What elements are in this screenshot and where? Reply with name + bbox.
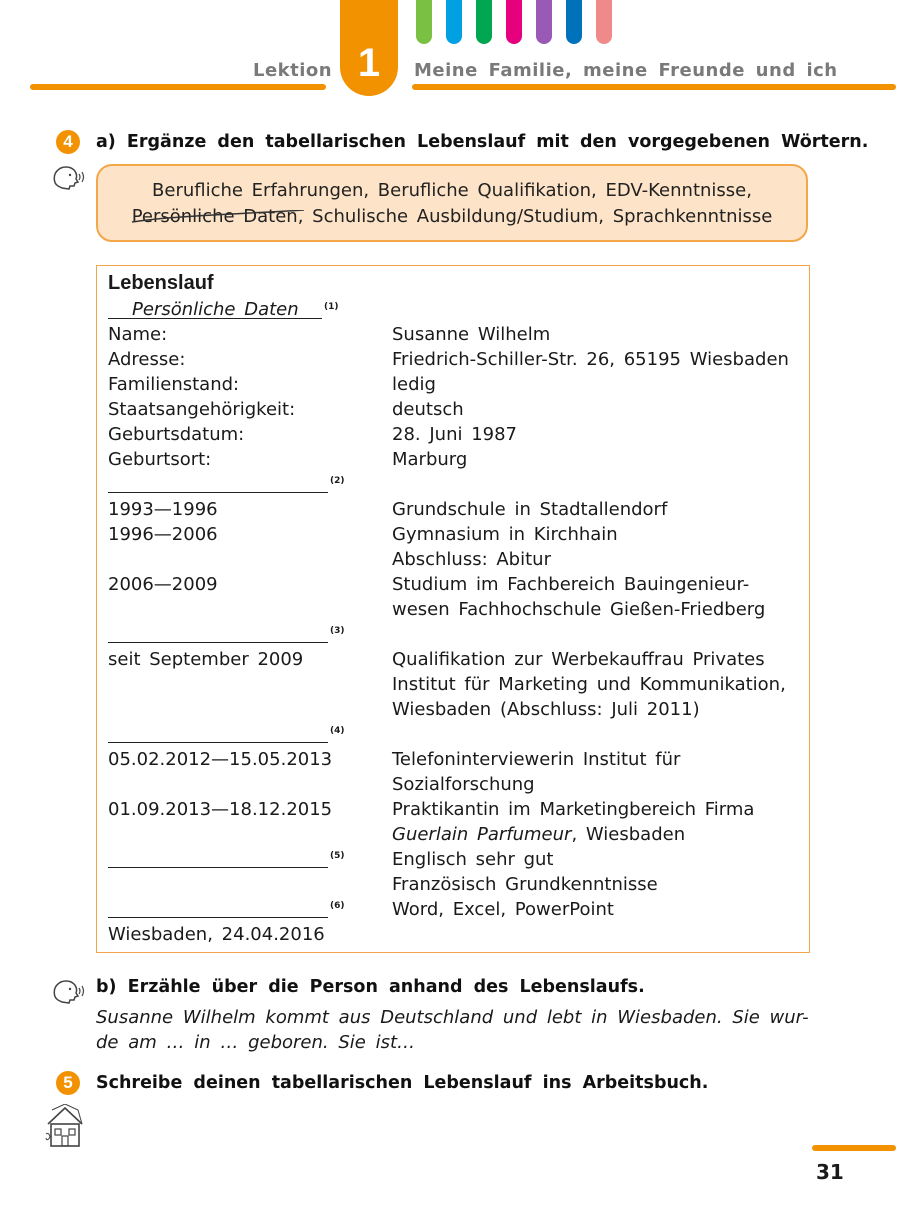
blank-5 [108,867,328,868]
label-geburtsdatum: Geburtsdatum: [108,424,245,445]
task-4b-text-line2: de am … in … geboren. Sie ist… [96,1032,416,1053]
task-4b-title: b) Erzähle über die Person anhand des Lebenslaufs. [96,977,645,997]
task-4b-text-line1: Susanne Wilhelm kommt aus Deutschland und lebt in Wiesbaden. Sie wur- [96,1007,809,1028]
task-4-number: 4 [56,130,80,154]
edv-text: Word, Excel, PowerPoint [392,899,614,920]
cv-title: Lebenslauf [108,272,214,294]
blank-2 [108,492,328,493]
school-date-2: 1996—2006 [108,524,218,545]
color-bar-pink [596,0,612,44]
lektion-label: Lektion [253,60,333,81]
label-familienstand: Familienstand: [108,374,240,395]
color-bar-blue [446,0,462,44]
label-staatsangehoerigkeit: Staatsangehörigkeit: [108,399,296,420]
lesson-number-tab: 1 [340,0,398,96]
languages-text-a: Englisch sehr gut [392,849,554,870]
place-date: Wiesbaden, 24.04.2016 [108,924,325,945]
school-date-1: 1993—1996 [108,499,218,520]
page-number: 31 [816,1160,844,1184]
speaking-head-icon [50,978,86,1006]
footnote-3: (3) [330,626,345,636]
footer-rule [812,1145,896,1151]
experience-text-1b: Sozialforschung [392,774,535,795]
school-text-2b: Abschluss: Abitur [392,549,551,570]
school-text-2a: Gymnasium in Kirchhain [392,524,618,545]
value-name: Susanne Wilhelm [392,324,551,345]
footnote-4: (4) [330,726,345,736]
task-4a-title: a) Ergänze den tabellarischen Lebenslauf mit den vorgegebenen Wörtern. [96,132,869,152]
school-text-1: Grundschule in Stadtallendorf [392,499,668,520]
label-adresse: Adresse: [108,349,186,370]
qualification-date: seit September 2009 [108,649,304,670]
school-text-3a: Studium im Fachbereich Bauingenieur- [392,574,750,595]
color-bar-purple [536,0,552,44]
color-bar-navy [566,0,582,44]
word-box [96,164,808,242]
experience-text-2b: Guerlain Parfumeur, Wiesbaden [392,824,686,845]
color-bar-darkgreen [476,0,492,44]
qualification-text-a: Qualifikation zur Werbekauffrau Privates [392,649,765,670]
experience-text-2a: Praktikantin im Marketingbereich Firma [392,799,755,820]
task-5-number: 5 [56,1071,80,1095]
qualification-text-c: Wiesbaden (Abschluss: Juli 2011) [392,699,700,720]
value-geburtsdatum: 28. Juni 1987 [392,424,518,445]
experience-date-2: 01.09.2013—18.12.2015 [108,799,333,820]
blank-3 [108,642,328,643]
speaking-head-icon [50,164,86,192]
cv-section-1: Persönliche Daten [132,299,299,320]
languages-text-b: Französisch Grundkenntnisse [392,874,658,895]
label-name: Name: [108,324,168,345]
lesson-title: Meine Familie, meine Freunde und ich [414,60,838,81]
color-bar-magenta [506,0,522,44]
footnote-6: (6) [330,901,345,911]
label-geburtsort: Geburtsort: [108,449,212,470]
experience-date-1: 05.02.2012—15.05.2013 [108,749,333,770]
color-bar-green [416,0,432,44]
struck-word: Persönliche Daten [132,204,298,230]
school-date-3: 2006—2009 [108,574,218,595]
experience-text-1a: Telefoninterviewerin Institut für [392,749,681,770]
value-adresse: Friedrich-Schiller-Str. 26, 65195 Wiesbaden [392,349,789,370]
footnote-2: (2) [330,476,345,486]
strike-line [130,210,306,224]
blank-4 [108,742,328,743]
school-text-3b: wesen Fachhochschule Gießen-Friedberg [392,599,766,620]
value-familienstand: ledig [392,374,436,395]
task-5-title: Schreibe deinen tabellarischen Lebenslauf ins Arbeitsbuch. [96,1073,709,1093]
footnote-5: (5) [330,851,345,861]
qualification-text-b: Institut für Marketing und Kommunikation, [392,674,786,695]
blank-6 [108,917,328,918]
word-box-line2: Persönliche Daten , Schulische Ausbildung/Studium, Sprachkenntnisse [98,204,806,230]
value-geburtsort: Marburg [392,449,468,470]
word-box-line1: Berufliche Erfahrungen, Berufliche Qualifikation, EDV-Kenntnisse, [152,180,752,201]
house-icon [44,1104,86,1148]
value-staatsangehoerigkeit: deutsch [392,399,464,420]
header-rule-left [30,84,326,90]
footnote-1: (1) [324,302,339,312]
header-rule-right [412,84,896,90]
